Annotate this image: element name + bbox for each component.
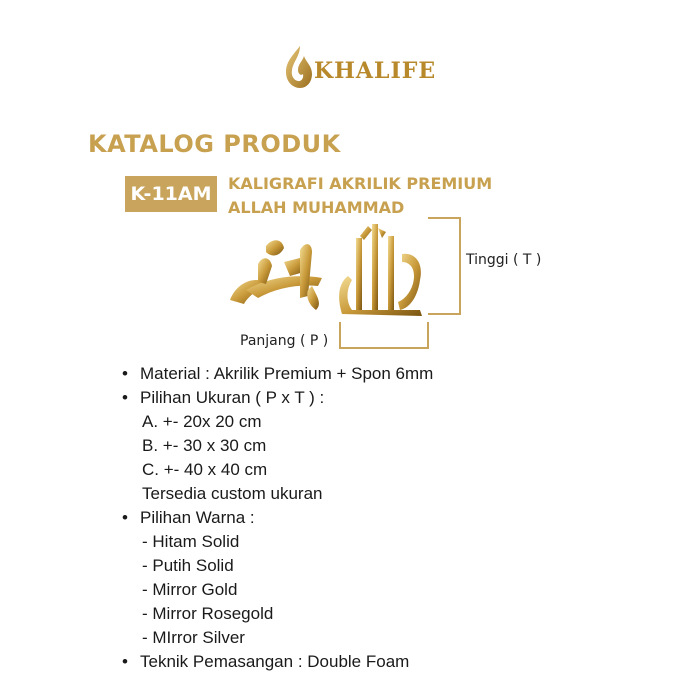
spec-install: • Teknik Pemasangan : Double Foam bbox=[122, 652, 410, 671]
color-option: - MIrror Silver bbox=[142, 628, 245, 647]
size-option: B. +- 30 x 30 cm bbox=[142, 436, 267, 455]
allah-calligraphy-icon bbox=[339, 224, 422, 316]
brand-name: KHALIFE bbox=[314, 58, 437, 84]
length-label: Panjang ( P ) bbox=[240, 333, 329, 349]
color-option: - Putih Solid bbox=[142, 556, 234, 575]
page-title: KATALOG PRODUK bbox=[88, 130, 341, 158]
product-name-line1: KALIGRAFI AKRILIK PREMIUM bbox=[228, 174, 493, 193]
muhammad-calligraphy-icon bbox=[230, 240, 322, 310]
spec-list bbox=[122, 362, 433, 674]
spec-colors-title: • Pilihan Warna : bbox=[122, 508, 255, 527]
spec-material: • Material : Akrilik Premium + Spon 6mm bbox=[122, 364, 434, 383]
height-label: Tinggi ( T ) bbox=[466, 252, 542, 268]
color-option: - Mirror Rosegold bbox=[142, 604, 274, 623]
color-option: - Hitam Solid bbox=[142, 532, 240, 551]
size-custom-note: Tersedia custom ukuran bbox=[142, 484, 323, 503]
size-option: A. +- 20x 20 cm bbox=[142, 412, 262, 431]
size-option: C. +- 40 x 40 cm bbox=[142, 460, 268, 479]
product-code-badge: K-11AM bbox=[125, 176, 217, 212]
product-name-line2: ALLAH MUHAMMAD bbox=[228, 198, 405, 217]
color-option: - Mirror Gold bbox=[142, 580, 238, 599]
spec-sizes-title: • Pilihan Ukuran ( P x T ) : bbox=[122, 388, 325, 407]
